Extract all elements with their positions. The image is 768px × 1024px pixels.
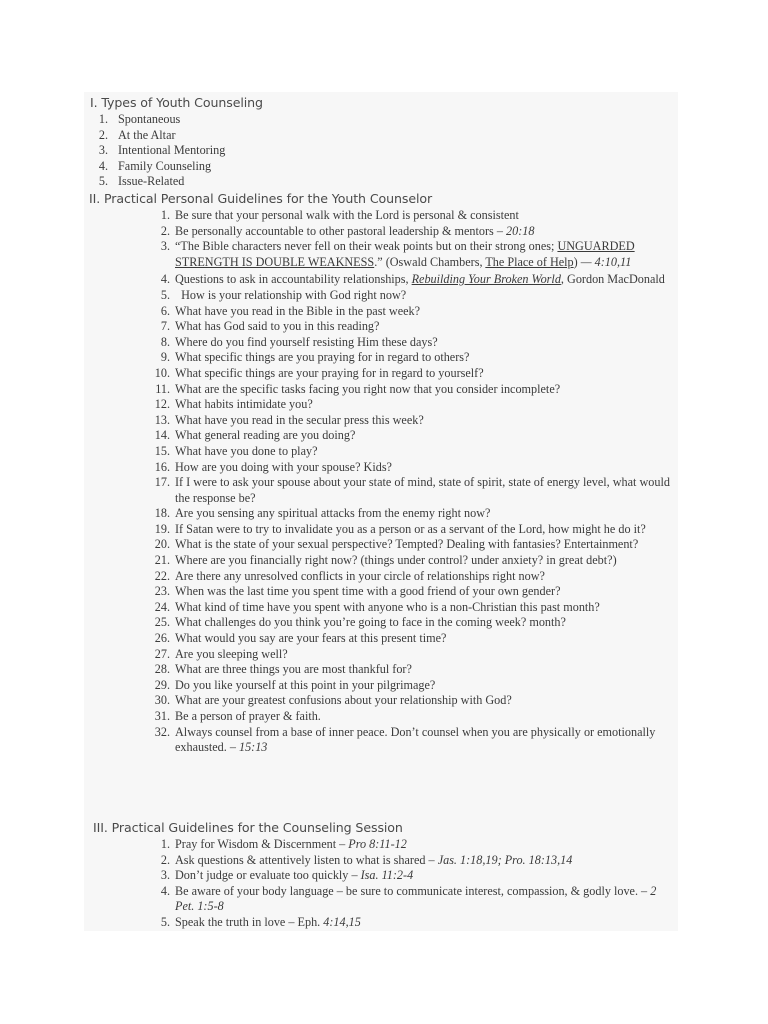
list-item: 5. Issue-Related bbox=[98, 174, 185, 189]
list-item: 29. Do you like yourself at this point in your pilgrimage? bbox=[154, 677, 436, 692]
list-item: 24. What kind of time have you spent with anyone who is a non-Christian this past month? bbox=[154, 599, 600, 614]
list-item: 28. What are three things you are most thankful for? bbox=[154, 662, 412, 677]
list-item: 16. How are you doing with your spouse? Kids? bbox=[154, 459, 392, 474]
list-item: 13. What have you read in the secular press this week? bbox=[154, 412, 424, 427]
list-item: 20. What is the state of your sexual perspective? Tempted? Dealing with fantasies? Entertainment? bbox=[154, 537, 639, 552]
list-item: 31. Be a person of prayer & faith. bbox=[154, 709, 321, 723]
list-item: 3. Don’t judge or evaluate too quickly – Isa. 11:2-4 bbox=[160, 868, 414, 883]
list-item: 25. What challenges do you think you’re going to face in the coming week? month? bbox=[154, 615, 566, 630]
document-page bbox=[84, 92, 678, 931]
types-list bbox=[98, 112, 226, 190]
list-item: 23. When was the last time you spent time with a good friend of your own gender? bbox=[154, 584, 561, 599]
list-item: 1. Pray for Wisdom & Discernment – Pro 8:11-12 bbox=[160, 837, 407, 851]
list-item: 26. What would you say are your fears at this present time? bbox=[154, 631, 447, 646]
list-item: 18. Are you sensing any spiritual attacks from the enemy right now? bbox=[154, 506, 491, 521]
list-item: 10. What specific things are your praying for in regard to yourself? bbox=[154, 365, 484, 380]
list-item: 15. What have you done to play? bbox=[154, 443, 318, 458]
list-item: 19. If Satan were to try to invalidate you as a person or as a servant of the Lord, how might he do it? bbox=[154, 521, 646, 536]
list-item: 1. Be sure that your personal walk with the Lord is personal & consistent bbox=[160, 208, 519, 222]
list-item: 32. Always counsel from a base of inner peace. Don’t counsel when you are physically or emotionally exhausted. – 15:13 bbox=[154, 724, 656, 755]
section-heading-personal-guidelines: II. Practical Personal Guidelines for the Youth Counselor bbox=[89, 191, 433, 206]
list-item: 21. Where are you financially right now? (things under control? under anxiety? in great debt?) bbox=[154, 553, 617, 568]
list-item: 1. Spontaneous bbox=[98, 112, 181, 126]
list-item: 22. Are there any unresolved conflicts in your circle of relationships right now? bbox=[154, 568, 545, 583]
list-item: 11. What are the specific tasks facing you right now that you consider incomplete? bbox=[155, 381, 561, 396]
list-item: 5. How is your relationship with God right now? bbox=[160, 287, 407, 302]
list-item: 2. Ask questions & attentively listen to what is shared – Jas. 1:18,19; Pro. 18:13,14 bbox=[160, 852, 573, 867]
list-item: 4. Family Counseling bbox=[98, 158, 212, 173]
list-item: 3. “The Bible characters never fell on their weak points but on their strong ones; UNGUARDED STRENGTH IS DOUBLE WEAKNESS.” (Oswald Chambers, The Place of Help) — 4:10,11 bbox=[160, 239, 635, 269]
personal-guidelines-list bbox=[154, 208, 677, 756]
section-heading-session-guidelines: III. Practical Guidelines for the Counseling Session bbox=[93, 820, 403, 835]
session-guidelines-list bbox=[160, 837, 677, 931]
list-item: 2. Be personally accountable to other pastoral leadership & mentors – 20:18 bbox=[160, 223, 535, 238]
list-item: 8. Where do you find yourself resisting Him these days? bbox=[160, 334, 438, 349]
list-item: 4. Be aware of your body language – be sure to communicate interest, compassion, & godly love. – 2 Pet. 1:5-8 bbox=[160, 883, 657, 914]
list-item: 3. Intentional Mentoring bbox=[98, 143, 226, 158]
list-item: 30. What are your greatest confusions about your relationship with God? bbox=[154, 693, 512, 708]
list-item: 2. At the Altar bbox=[98, 127, 176, 142]
list-item: 4. Questions to ask in accountability relationships, Rebuilding Your Broken World, Gordon MacDonald bbox=[160, 272, 665, 287]
list-item: 7. What has God said to you in this reading? bbox=[160, 319, 380, 334]
list-item: 12. What habits intimidate you? bbox=[154, 397, 313, 412]
list-item: 6. What have you read in the Bible in the past week? bbox=[160, 303, 421, 318]
list-item: 27. Are you sleeping well? bbox=[154, 646, 288, 661]
list-item: 5. Speak the truth in love – Eph. 4:14,15 bbox=[160, 914, 361, 929]
list-item: 17. If I were to ask your spouse about your state of mind, state of spirit, state of energy level, what would the response be? bbox=[154, 475, 670, 505]
list-item: 14. What general reading are you doing? bbox=[154, 428, 356, 443]
list-item: 9. What specific things are you praying for in regard to others? bbox=[160, 350, 470, 365]
section-heading-types: I. Types of Youth Counseling bbox=[90, 95, 263, 110]
